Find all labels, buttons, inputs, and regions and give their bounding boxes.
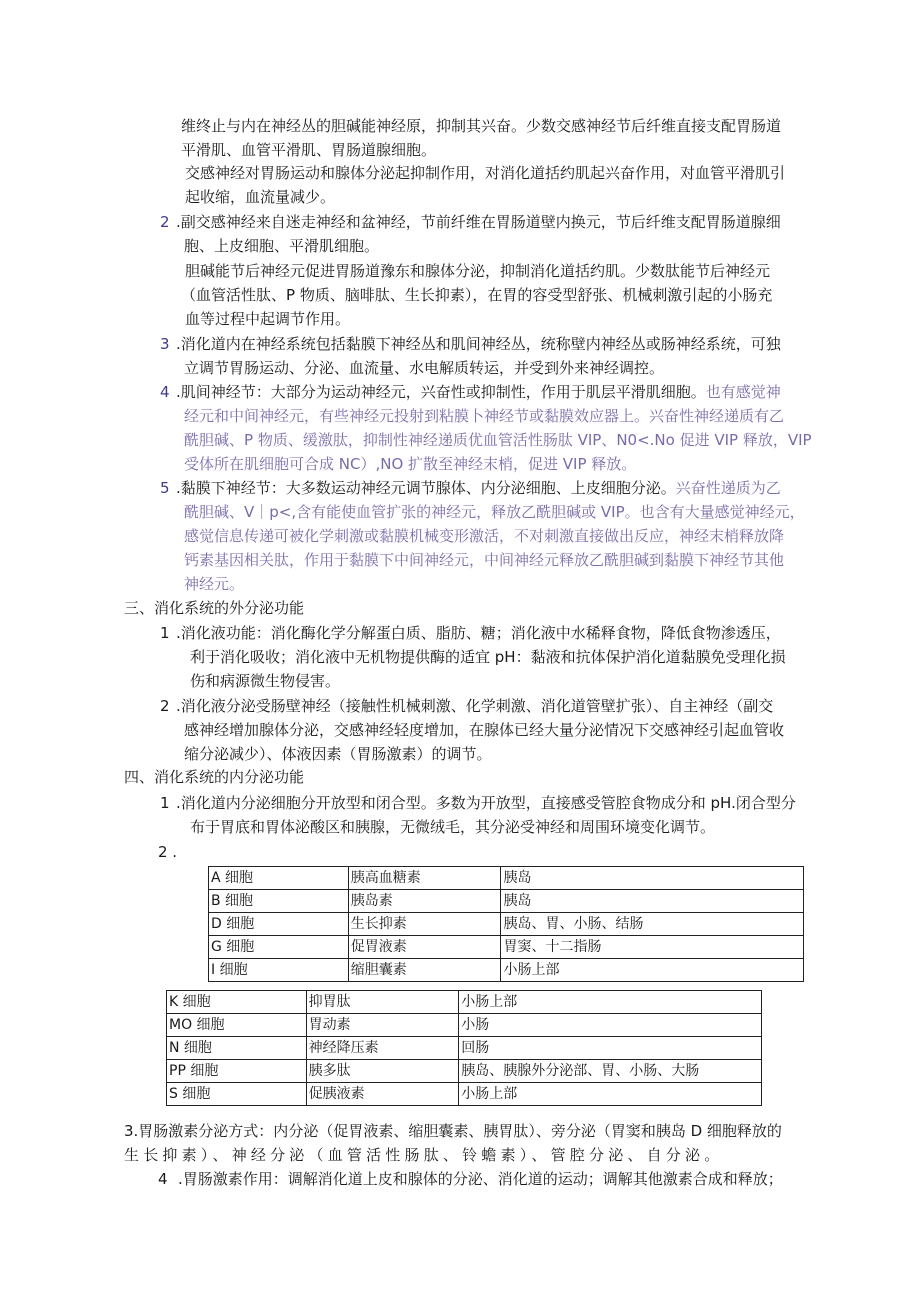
table-cell: PP 细胞: [167, 1060, 307, 1083]
text-line: 交感神经对胃肠运动和腺体分泌起抑制作用，对消化道括约肌起兴奋作用，对血管平滑肌引: [185, 164, 786, 182]
secretion-modes-paragraph: [124, 1119, 804, 1167]
section-heading: 三、消化系统的外分泌功能: [124, 599, 305, 617]
highlighted-segment: 兴奋性递质为乙: [675, 479, 781, 497]
table-row: [209, 936, 804, 959]
submucosal-ganglion-paragraph: [176, 476, 805, 596]
table-cell: 胰岛、胰腺外分泌部、胃、小肠、大肠: [459, 1060, 762, 1083]
table-row: [209, 959, 804, 982]
text-line: 感神经增加腺体分泌，交感神经轻度增加，在腺体已经大量分泌情况下交感神经引起血管收: [184, 721, 785, 739]
table-cell: 胰岛: [501, 867, 804, 890]
table-cell: 胃窦、十二指肠: [501, 936, 804, 959]
item-number: 3: [160, 335, 170, 353]
table-cell: 小肠上部: [501, 959, 804, 982]
text-line: 伤和病源微生物侵害。: [190, 672, 341, 690]
item-label: 2 .: [158, 843, 178, 861]
table-row: [167, 991, 762, 1014]
text-line: .消化液功能：消化酶化学分解蛋白质、脂肪、糖；消化液中水稀释食物，降低食物渗透压，: [176, 624, 781, 642]
table-cell: S 细胞: [167, 1083, 307, 1106]
text-line: 缩分泌减少）、体液因素（胃肠激素）的调节。: [184, 745, 492, 763]
highlighted-line: 神经元。: [184, 575, 245, 593]
table-cell: K 细胞: [167, 991, 307, 1014]
table-row: [209, 913, 804, 936]
highlighted-segment: 也有感觉神: [705, 383, 781, 401]
text-segment: .肌间神经节：大部分为运动神经元，兴奋性或抑制性，作用于肌层平滑肌细胞。: [176, 383, 706, 401]
highlighted-line: 受体所在肌细胞可合成 NC）,NO 扩散至神经末梢，促进 VIP 释放。: [184, 455, 637, 473]
text-line: .胃肠激素作用：调解消化道上皮和腺体的分泌、消化道的运动；调解其他激素合成和释放；: [178, 1170, 783, 1188]
table-cell: 胰高血糖素: [348, 867, 501, 890]
table-cell: D 细胞: [209, 913, 349, 936]
text-line: 生长抑素）、神经分泌（血管活性肠肽、铃蟾素）、管腔分泌、自分泌。: [124, 1146, 724, 1164]
table-row: [167, 1083, 762, 1106]
table-cell: 抑胃肽: [306, 991, 459, 1014]
text-line: [176, 380, 812, 404]
text-line: 维终止与内在神经丛的胆碱能神经原，抑制其兴奋。少数交感神经节后纤维直接支配胃肠道: [181, 117, 782, 135]
endocrine-cell-table-2: [166, 990, 762, 1106]
text-line: .消化液分泌受肠壁神经（接触性机械刺激、化学刺激、消化道管壁扩张）、自主神经（副交: [176, 697, 774, 715]
table-row: [167, 1037, 762, 1060]
table-cell: G 细胞: [209, 936, 349, 959]
item-number: 2: [160, 697, 170, 715]
table-cell: MO 细胞: [167, 1014, 307, 1037]
text-line: 胞、上皮细胞、平滑肌细胞。: [184, 237, 380, 255]
item-number: 4: [160, 383, 170, 401]
item-number: 4: [158, 1170, 168, 1188]
text-line: 起收缩，血流量减少。: [185, 188, 336, 206]
highlighted-line: 酰胆碱、P 物质、缓激肽，抑制性神经递质优血管活性肠肽 VIP、N0<.No 促进 VIP 释放，VIP: [184, 431, 812, 449]
digestive-juice-function-paragraph: [176, 621, 786, 693]
table-cell: 胰岛、胃、小肠、结肠: [501, 913, 804, 936]
hormone-function-paragraph: [178, 1167, 783, 1191]
text-line: 利于消化吸收；消化液中无机物提供酶的适宜 pH：黏液和抗体保护消化道黏膜免受理化损: [190, 648, 786, 666]
table-row: [209, 890, 804, 913]
sympathetic-effect-paragraph: [185, 161, 785, 209]
text-line: .副交感神经来自迷走神经和盆神经，节前纤维在胃肠道壁内换元，节后纤维支配胃肠道腺细: [176, 213, 781, 231]
table-cell: 小肠上部: [459, 1083, 762, 1106]
enteric-system-paragraph: [176, 332, 781, 380]
table-cell: N 细胞: [167, 1037, 307, 1060]
highlighted-line: 经元和中间神经元，有些神经元投射到粘膜卜神经节或黏膜效应器上。兴奋性神经递质有乙: [184, 407, 785, 425]
highlighted-line: 感觉信息传递可被化学刺激或黏膜机械变形激活，不对刺激直接做出反应，神经末梢释放降: [184, 527, 785, 545]
section-heading: 四、消化系统的内分泌功能: [124, 768, 305, 786]
cholinergic-paragraph: [181, 259, 773, 331]
text-line: 3.胃肠激素分泌方式：内分泌（促胃液素、缩胆囊素、胰胃肽）、旁分泌（胃窦和胰岛 D 细胞释放的: [124, 1122, 782, 1140]
table-row: [209, 867, 804, 890]
text-line: [176, 476, 805, 500]
table-cell: 促胃液素: [348, 936, 501, 959]
text-line: 布于胃底和胃体泌酸区和胰腺，无微绒毛，其分泌受神经和周围环境变化调节。: [190, 818, 716, 836]
myenteric-ganglion-paragraph: [176, 380, 812, 476]
text-line: .消化道内分泌细胞分开放型和闭合型。多数为开放型，直接感受管腔食物成分和 pH.闭合型分: [176, 794, 796, 812]
text-line: 血等过程中起调节作用。: [185, 310, 351, 328]
table-cell: 缩胆囊素: [348, 959, 501, 982]
table-row: [167, 1060, 762, 1083]
table-cell: 胰岛: [501, 890, 804, 913]
highlighted-line: 酰胆碱、V｜p<,含有能使血管扩张的神经元，释放乙酰胆碱或 VIP。也含有大量感觉神经元，: [184, 503, 805, 521]
text-line: 立调节胃肠运动、分泌、血流量、水电解质转运，并受到外来神经调控。: [184, 359, 665, 377]
table-cell: 促胰液素: [306, 1083, 459, 1106]
text-line: 胆碱能节后神经元促进胃肠道豫东和腺体分泌，抑制消化道括约肌。少数肽能节后神经元: [185, 262, 771, 280]
table-cell: 小肠上部: [459, 991, 762, 1014]
table-cell: A 细胞: [209, 867, 349, 890]
table-cell: 生长抑素: [348, 913, 501, 936]
table-cell: 神经降压素: [306, 1037, 459, 1060]
endocrine-cell-types-paragraph: [176, 791, 796, 839]
item-number: 2: [160, 213, 170, 231]
parasympathetic-paragraph: [176, 210, 781, 258]
table-cell: 胰多肽: [306, 1060, 459, 1083]
table-row: [167, 1014, 762, 1037]
text-line: 平滑肌、血管平滑肌、胃肠道腺细胞。: [181, 141, 437, 159]
item-number: 1: [160, 794, 170, 812]
table-cell: B 细胞: [209, 890, 349, 913]
endocrine-cell-table-1: [208, 866, 804, 982]
intro-paragraph: [181, 114, 781, 162]
table-cell: 回肠: [459, 1037, 762, 1060]
item-number: 1: [160, 624, 170, 642]
table-cell: 胃动素: [306, 1014, 459, 1037]
text-segment: .黏膜下神经节：大多数运动神经元调节腺体、内分泌细胞、上皮细胞分泌。: [176, 479, 676, 497]
text-line: .消化道内在神经系统包括黏膜下神经丛和肌间神经丛，统称壁内神经丛或肠神经系统，可独: [176, 335, 781, 353]
text-line: （血管活性肽、P 物质、脑啡肽、生长抑素），在胃的容受型舒张、机械刺激引起的小肠充: [181, 286, 773, 304]
secretion-regulation-paragraph: [176, 694, 784, 766]
table-cell: 胰岛素: [348, 890, 501, 913]
highlighted-line: 钙素基因相关肽，作用于黏膜下中间神经元，中间神经元释放乙酰胆碱到黏膜下神经节其他: [184, 551, 785, 569]
item-number: 5: [160, 479, 170, 497]
table-cell: 小肠: [459, 1014, 762, 1037]
table-cell: I 细胞: [209, 959, 349, 982]
